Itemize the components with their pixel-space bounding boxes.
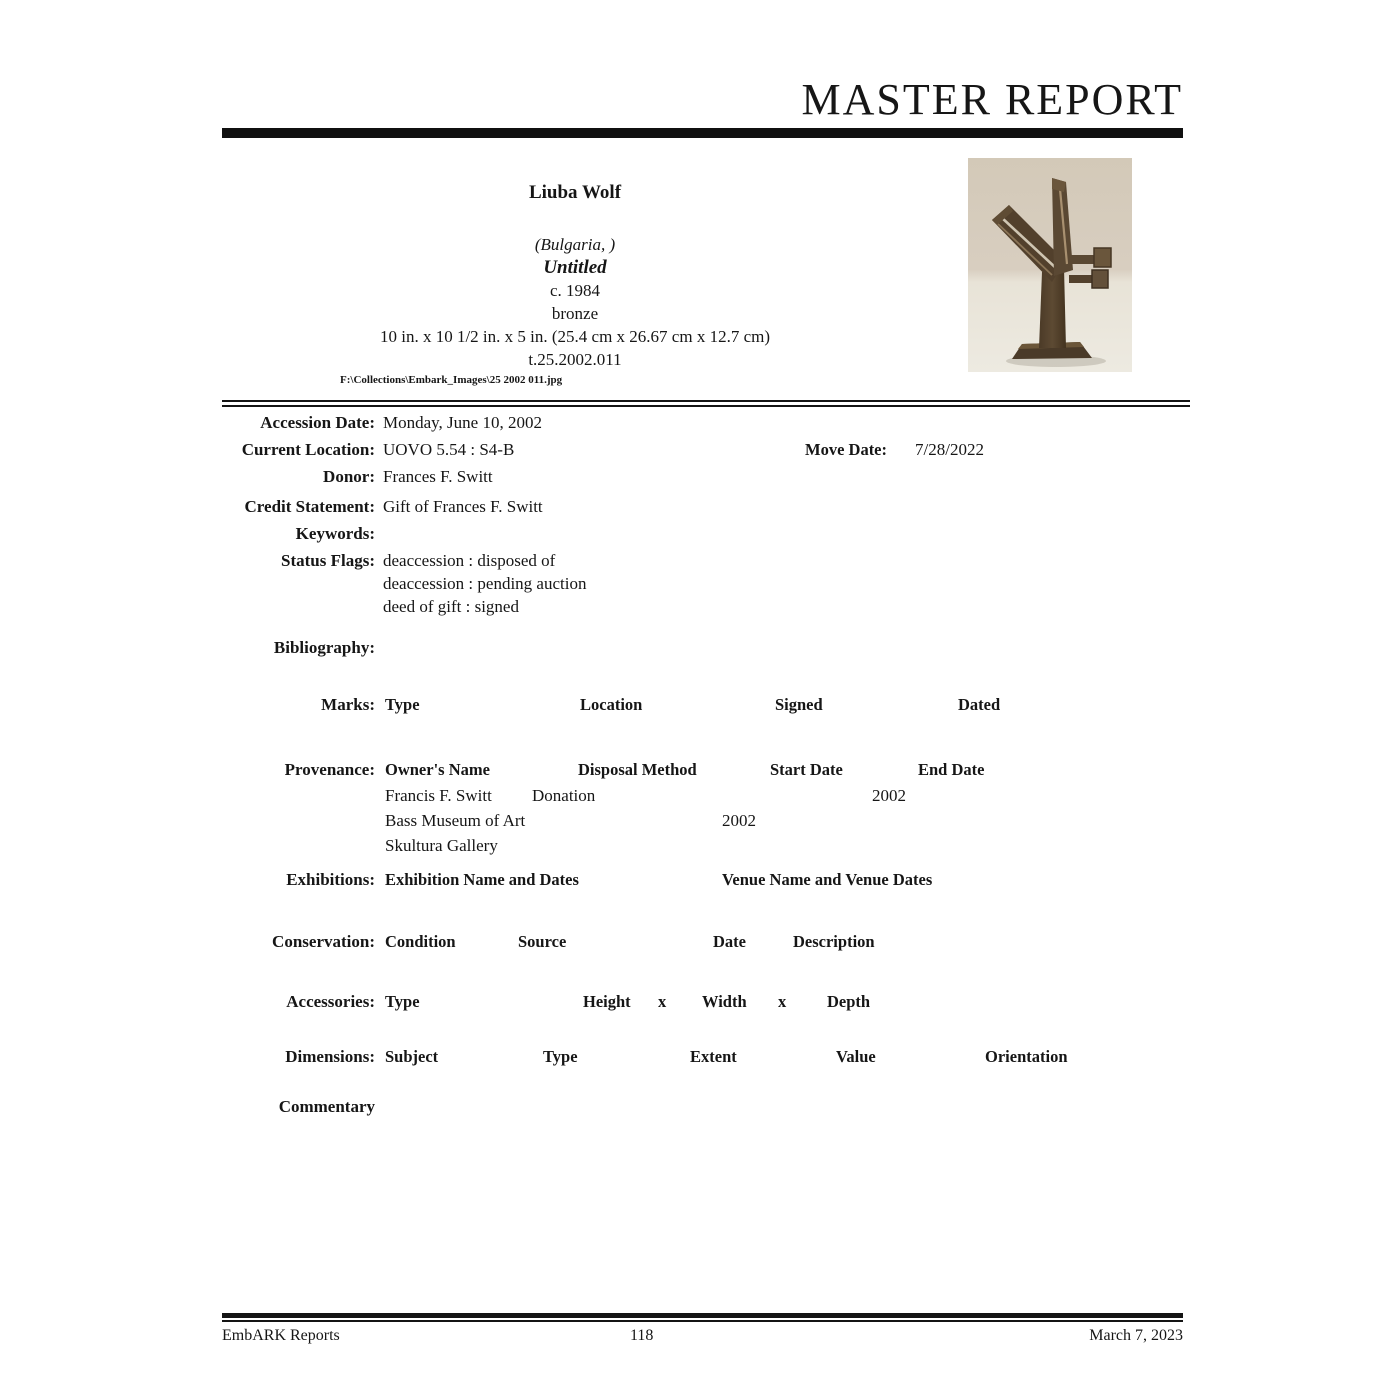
provenance-label: Provenance:	[284, 760, 375, 779]
provenance-col-method: Disposal Method	[578, 760, 697, 779]
section-divider-top	[222, 400, 1190, 407]
provenance-row-owner: Bass Museum of Art	[385, 811, 526, 830]
move-date-value: 7/28/2022	[915, 440, 984, 459]
provenance-row-owner: Francis F. Switt	[385, 786, 492, 805]
status-flag-item: deed of gift : signed	[383, 597, 519, 616]
footer-page-number: 118	[630, 1327, 654, 1344]
accessories-col-width: Width	[702, 992, 747, 1011]
artwork-medium: bronze	[551, 304, 599, 323]
provenance-col-owner: Owner's Name	[385, 760, 490, 779]
conservation-col-date: Date	[713, 932, 746, 951]
status-flags-label: Status Flags:	[281, 551, 375, 570]
conservation-col-condition: Condition	[385, 932, 456, 951]
provenance-row-date: 2002	[722, 811, 756, 830]
provenance-col-end: End Date	[918, 760, 985, 779]
accessories-col-type: Type	[385, 992, 420, 1011]
provenance-col-start: Start Date	[770, 760, 843, 779]
donor-value: Frances F. Switt	[383, 467, 493, 486]
page-title: MASTER REPORT	[801, 75, 1183, 124]
accessories-sep-x: x	[658, 992, 667, 1011]
exhibitions-label: Exhibitions:	[286, 870, 375, 889]
dimensions-col-orientation: Orientation	[985, 1047, 1068, 1066]
credit-statement-label: Credit Statement:	[244, 497, 375, 516]
footer-date: March 7, 2023	[1089, 1327, 1183, 1344]
dimensions-col-type: Type	[543, 1047, 578, 1066]
artwork-title: Untitled	[543, 257, 607, 278]
current-location-label: Current Location:	[241, 440, 375, 459]
commentary-label: Commentary	[278, 1097, 375, 1116]
accession-date-value: Monday, June 10, 2002	[383, 413, 542, 432]
image-file-path: F:\Collections\Embark_Images\25 2002 011.jpg	[340, 374, 563, 386]
title-rule	[222, 128, 1183, 138]
credit-statement-value: Gift of Frances F. Switt	[383, 497, 543, 516]
move-date-label: Move Date:	[805, 440, 888, 459]
status-flag-item: deaccession : disposed of	[383, 551, 556, 570]
marks-col-dated: Dated	[958, 695, 1001, 714]
artwork-dimensions: 10 in. x 10 1/2 in. x 5 in. (25.4 cm x 26.67 cm x 12.7 cm)	[379, 327, 771, 346]
footer-app-name: EmbARK Reports	[222, 1327, 340, 1344]
dimensions-label: Dimensions:	[285, 1047, 375, 1066]
provenance-row-method: Donation	[532, 786, 596, 805]
artwork-date: c. 1984	[549, 281, 601, 300]
marks-col-signed: Signed	[775, 695, 823, 714]
accession-number: t.25.2002.011	[528, 350, 622, 369]
accessories-sep-x: x	[778, 992, 787, 1011]
accessories-col-height: Height	[583, 992, 631, 1011]
marks-label: Marks:	[321, 695, 375, 714]
artist-name: Liuba Wolf	[528, 182, 622, 203]
current-location-value: UOVO 5.54 : S4-B	[383, 440, 515, 459]
status-flag-item: deaccession : pending auction	[383, 574, 587, 593]
artist-nationality: (Bulgaria, )	[534, 235, 616, 254]
footer-rule	[222, 1313, 1183, 1322]
dimensions-col-subject: Subject	[385, 1047, 439, 1066]
conservation-col-description: Description	[793, 932, 875, 951]
marks-col-type: Type	[385, 695, 420, 714]
provenance-row-start-date: 2002	[872, 786, 906, 805]
conservation-label: Conservation:	[272, 932, 375, 951]
artwork-photo	[968, 158, 1132, 372]
dimensions-col-extent: Extent	[690, 1047, 737, 1066]
donor-label: Donor:	[323, 467, 375, 486]
exhibitions-col-name: Exhibition Name and Dates	[385, 870, 579, 889]
exhibitions-col-venue: Venue Name and Venue Dates	[722, 870, 933, 889]
conservation-col-source: Source	[518, 932, 567, 951]
sculpture-image	[968, 158, 1132, 372]
marks-col-location: Location	[580, 695, 643, 714]
dimensions-col-value: Value	[836, 1047, 876, 1066]
accessories-col-depth: Depth	[827, 992, 871, 1011]
accessories-label: Accessories:	[286, 992, 375, 1011]
bibliography-label: Bibliography:	[273, 638, 375, 657]
accession-date-label: Accession Date:	[260, 413, 375, 432]
artwork-info-block	[222, 181, 928, 371]
keywords-label: Keywords:	[295, 524, 375, 543]
provenance-row-owner: Skultura Gallery	[385, 836, 498, 855]
